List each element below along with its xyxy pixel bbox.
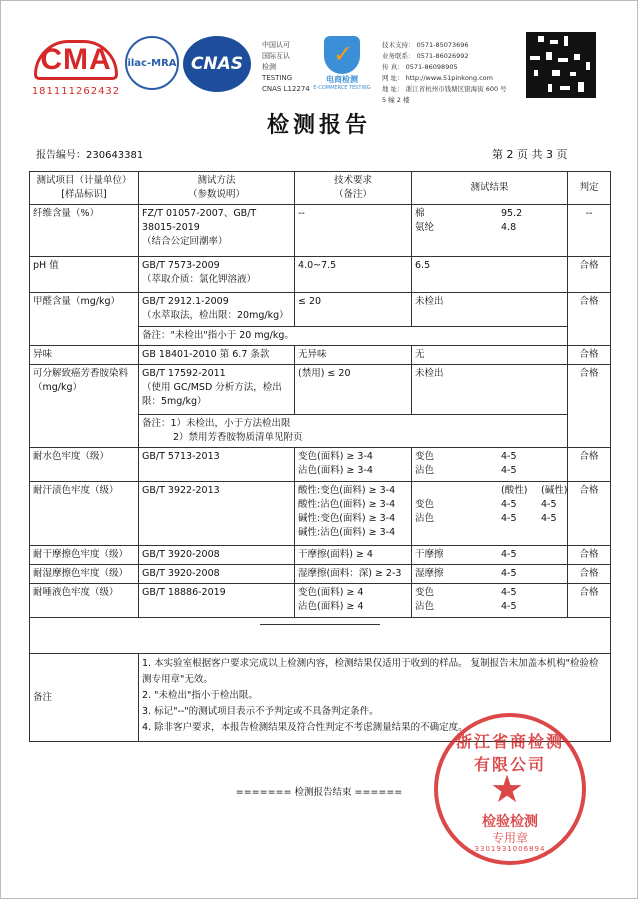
- contact-info: 技术支持： 0571-85073696 业务联系： 0571-86026992 传 真： 0571-86098905 网 址： http://www.51pinkong.com 地 址： 浙江省杭州市钱塘区银海街 600 号 5 幢 2 楼: [382, 41, 507, 104]
- table-note-row: 备注：1）未检出，小于方法检出限 2）禁用芳香胺物质清单见附页: [30, 415, 611, 448]
- table-row: 耐湿摩擦色牢度（级） GB/T 3920-2008 湿摩擦(面料：深) ≥ 2-3 湿摩擦 4-5 合格: [30, 565, 611, 584]
- table-row: 耐干摩擦色牢度（级） GB/T 3920-2008 干摩擦(面料) ≥ 4 干摩擦 4-5 合格: [30, 546, 611, 565]
- cnas-accreditation-text: 中国认可 国际互认 检测 TESTING CNAS L12274: [262, 41, 310, 93]
- table-row: 耐唾液色牢度（级） GB/T 18886-2019 变色(面料) ≥ 4 沾色(面料) ≥ 4 变色 4-5 沾色 4-5 合格: [30, 584, 611, 618]
- page-indicator: 第 2 页 共 3 页: [492, 148, 568, 161]
- report-header: [30, 30, 610, 104]
- header-requirement: 技术要求 （备注）: [295, 172, 412, 205]
- cma-number: 181111262432: [31, 86, 121, 97]
- table-row: pH 值 GB/T 7573-2009 （萃取介质：氯化钾溶液） 4.0~7.5 6.5 合格: [30, 257, 611, 293]
- report-number: 报告编号：230643381: [36, 150, 144, 161]
- cnas-logo: CNAS: [183, 36, 253, 92]
- page-title: 检测报告: [266, 112, 371, 138]
- qr-code-icon: [526, 32, 596, 98]
- star-icon: ★: [490, 767, 525, 811]
- table-row: 耐水色牢度（级） GB/T 5713-2013 变色(面料) ≥ 3-4 沾色(面料) ≥ 3-4 变色 4-5 沾色 4-5 合格: [30, 448, 611, 482]
- table-row: 纤维含量（%） FZ/T 01057-2007、GB/T 38015-2019 （结合公定回潮率） -- 棉 95.2 氨纶 4.8 --: [30, 205, 611, 257]
- report-end-marker: ======= 检测报告结束 ======: [235, 787, 403, 798]
- table-row: 可分解致癌芳香胺染料（mg/kg） GB/T 17592-2011 （使用 GC/MSD 分析方法，检出限：5mg/kg） (禁用) ≤ 20 未检出 合格: [30, 365, 611, 415]
- header-item: 测试项目（计量单位） [样品标识]: [30, 172, 139, 205]
- header-result: 测试结果: [412, 172, 568, 205]
- ilac-mra-logo: ilac-MRA: [125, 36, 181, 92]
- header-judgement: 判定: [568, 172, 611, 205]
- header-method: 测试方法 （参数说明）: [139, 172, 295, 205]
- remarks-row: 备注 1. 本实验室根据客户要求完成以上检测内容，检测结果仅适用于收到的样品。 复制报告未加盖本机构"检验检测专用章"无效。 2. "未检出"指小于检出限。 3. 标记"--"的测试项目表示不予判定或不具备判定条件。 4. 除非客户要求，本报告检测结果及符合性判定不考虑测量结果的不确定度。: [30, 654, 611, 742]
- cma-logo: CMA 181111262432: [30, 38, 122, 98]
- shield-check-icon: [324, 36, 360, 74]
- table-row: 异味 GB 18401-2010 第 6.7 条款 无异味 无 合格: [30, 346, 611, 365]
- table-blank-row: [30, 618, 611, 654]
- table-row: 耐汗渍色牢度（级） GB/T 3922-2013 酸性:变色(面料) ≥ 3-4 酸性:沾色(面料) ≥ 3-4 碱性:变色(面料) ≥ 3-4 碱性:沾色(面料) ≥ 3-4 (酸性) (碱性) 变色 4-5 4-5 沾色 4-5 4-5 合格: [30, 482, 611, 546]
- table-header-row: [30, 172, 611, 205]
- table-row: 甲醛含量（mg/kg） GB/T 2912.1-2009 （水萃取法，检出限：20mg/kg） ≤ 20 未检出 合格: [30, 293, 611, 327]
- test-results-table: [29, 171, 611, 742]
- separator-line: [260, 624, 380, 625]
- ecommerce-testing-logo: ✓ 电商检测 E-COMMERCE TESTING: [313, 36, 371, 94]
- table-note-row: 备注："未检出"指小于 20 mg/kg。: [30, 327, 611, 346]
- official-seal: 浙江省商检测有限公司 ★ 检验检测 专用章 3301931006894: [434, 713, 586, 865]
